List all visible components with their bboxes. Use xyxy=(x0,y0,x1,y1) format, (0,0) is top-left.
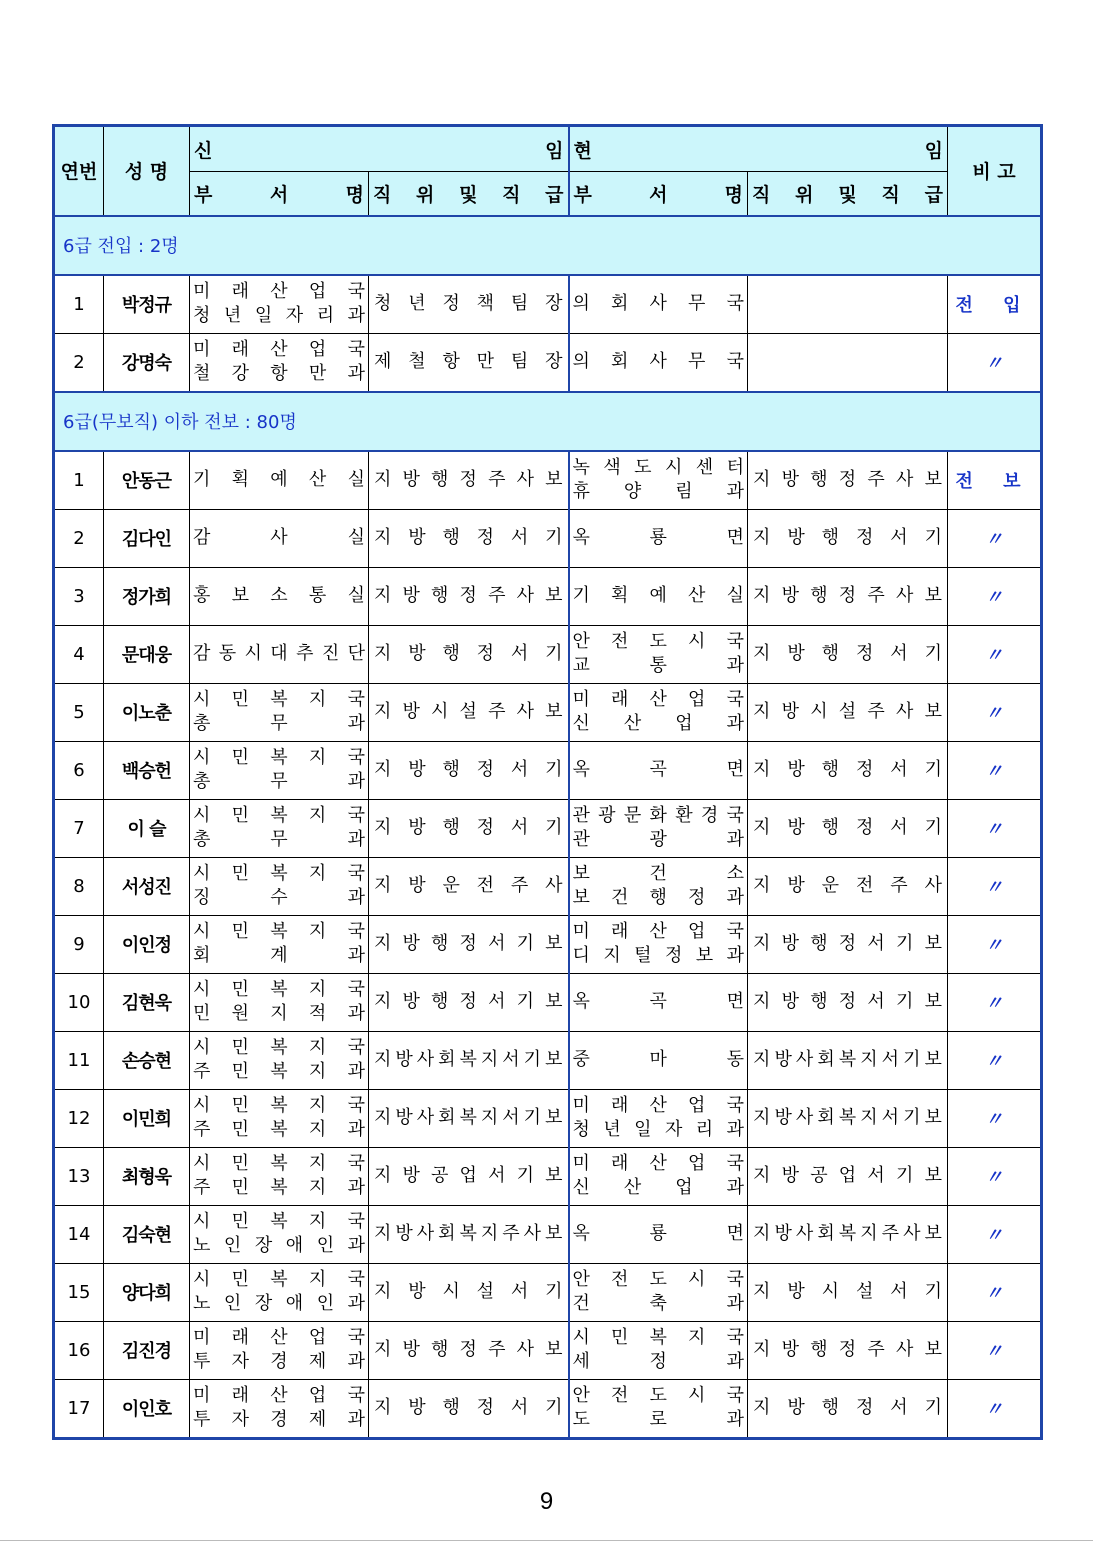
section-title: 6급 전입 : 2명 xyxy=(54,216,1042,275)
table-row xyxy=(54,275,1042,334)
cell-line: 신 산 업 과 xyxy=(572,1177,744,1198)
row-number: 12 xyxy=(54,1089,104,1147)
cell-line: 징 수 과 xyxy=(193,887,365,908)
new-rank-cell xyxy=(369,509,569,567)
row-number: 8 xyxy=(54,857,104,915)
new-dept-cell xyxy=(190,1089,369,1147)
new-rank-cell xyxy=(369,1321,569,1379)
new-rank-cell xyxy=(369,1031,569,1089)
cur-dept-cell xyxy=(569,741,748,799)
header-char: 서 xyxy=(649,183,668,206)
new-dept-cell xyxy=(190,1031,369,1089)
row-number: 9 xyxy=(54,915,104,973)
new-dept-cell xyxy=(190,1379,369,1438)
table-row xyxy=(54,1321,1042,1379)
new-rank-cell xyxy=(369,1205,569,1263)
cell-line: 지 방 행 정 서 기 xyxy=(374,527,563,548)
new-rank-cell xyxy=(369,451,569,510)
row-number: 3 xyxy=(54,567,104,625)
header-new-dept xyxy=(190,172,369,216)
cell-line: 미 래 산 업 국 xyxy=(572,1095,744,1116)
table-row xyxy=(54,857,1042,915)
cell-line: 옥 룡 면 xyxy=(572,1223,744,1244)
header-char: 서 xyxy=(269,183,289,206)
new-dept-cell xyxy=(190,799,369,857)
new-dept-cell xyxy=(190,973,369,1031)
person-name: 김다인 xyxy=(104,509,190,567)
header-char: 및 xyxy=(838,183,857,206)
remark-cell: 〃 xyxy=(948,1379,1042,1438)
new-rank-cell xyxy=(369,973,569,1031)
cell-line: 지 방 행 정 서 기 xyxy=(753,1397,942,1418)
new-dept-cell xyxy=(190,1147,369,1205)
cell-line: 디 지 털 정 보 과 xyxy=(572,945,744,966)
header-cur-rank xyxy=(748,172,948,216)
cell-line: 청 년 일 자 리 과 xyxy=(572,1119,744,1140)
personnel-table xyxy=(52,124,1043,1440)
table-row xyxy=(54,1263,1042,1321)
remark-cell: 〃 xyxy=(948,567,1042,625)
row-number: 7 xyxy=(54,799,104,857)
cell-line: 지 방 운 전 주 사 xyxy=(753,875,942,896)
person-name: 김진경 xyxy=(104,1321,190,1379)
cell-line: 관 광 문 화 환 경 국 xyxy=(572,805,744,826)
cur-dept-cell xyxy=(569,451,748,510)
remark-cell: 〃 xyxy=(948,1263,1042,1321)
cell-line: 시 민 복 지 국 xyxy=(193,1153,365,1174)
cell-line: 지 방 행 정 서 기 xyxy=(753,817,942,838)
new-rank-cell xyxy=(369,1089,569,1147)
cell-line: 미 래 산 업 국 xyxy=(193,339,365,360)
cur-dept-cell xyxy=(569,567,748,625)
cur-dept-cell xyxy=(569,1031,748,1089)
cur-rank-cell xyxy=(748,1147,948,1205)
table-row xyxy=(54,567,1042,625)
table-row xyxy=(54,683,1042,741)
header-char: 부 xyxy=(573,183,592,206)
cell-line: 휴 양 림 과 xyxy=(572,481,744,502)
row-number: 1 xyxy=(54,275,104,334)
cell-line: 지 방 사 회 복 지 서 기 보 xyxy=(753,1049,942,1070)
cell-line: 지 방 행 정 서 기 보 xyxy=(374,991,563,1012)
cur-rank-cell xyxy=(748,333,948,392)
page-number: 9 xyxy=(539,1488,554,1515)
cell-line: 녹 색 도 시 센 터 xyxy=(572,457,744,478)
cell-line: 안 전 도 시 국 xyxy=(572,1269,744,1290)
header-char: 부 xyxy=(194,183,213,206)
cell-line: 보 건 행 정 과 xyxy=(572,887,744,908)
header-current-post xyxy=(569,126,948,172)
cur-rank-cell xyxy=(748,799,948,857)
new-rank-cell xyxy=(369,1379,569,1438)
remark-cell: 〃 xyxy=(948,683,1042,741)
table-row xyxy=(54,509,1042,567)
remark-cell: 전 입 xyxy=(948,275,1042,334)
person-name: 백승헌 xyxy=(104,741,190,799)
cell-line: 지 방 사 회 복 지 주 사 보 xyxy=(753,1223,942,1244)
cell-line: 주 민 복 지 과 xyxy=(193,1061,365,1082)
cell-line: 옥 곡 면 xyxy=(572,759,744,780)
cell-line: 보 건 소 xyxy=(572,863,744,884)
footer-divider xyxy=(0,1540,1093,1541)
remark-cell: 〃 xyxy=(948,1031,1042,1089)
cell-line: 지 방 행 정 주 사 보 xyxy=(374,469,563,490)
person-name: 강명숙 xyxy=(104,333,190,392)
remark-cell: 전 보 xyxy=(948,451,1042,510)
cell-line: 도 로 과 xyxy=(572,1409,744,1430)
cell-line: 기 획 예 산 실 xyxy=(572,585,744,606)
cur-dept-cell xyxy=(569,333,748,392)
cur-dept-cell xyxy=(569,1147,748,1205)
cell-line: 미 래 산 업 국 xyxy=(572,689,744,710)
cell-line: 지 방 행 정 주 사 보 xyxy=(753,585,942,606)
cell-line: 지 방 시 설 주 사 보 xyxy=(753,701,942,722)
cell-line: 지 방 행 정 서 기 xyxy=(374,643,563,664)
cur-rank-cell xyxy=(748,1205,948,1263)
new-dept-cell xyxy=(190,1205,369,1263)
cell-line: 의 회 사 무 국 xyxy=(572,351,744,372)
person-name: 양다희 xyxy=(104,1263,190,1321)
cell-line: 주 민 복 지 과 xyxy=(193,1177,365,1198)
cell-line: 지 방 행 정 주 사 보 xyxy=(753,1339,942,1360)
cur-dept-cell xyxy=(569,799,748,857)
cell-line: 교 통 과 xyxy=(572,655,744,676)
cur-rank-cell xyxy=(748,857,948,915)
person-name: 이인정 xyxy=(104,915,190,973)
person-name: 이민희 xyxy=(104,1089,190,1147)
cell-line: 청 년 일 자 리 과 xyxy=(193,305,365,326)
cur-dept-cell xyxy=(569,1379,748,1438)
cell-line: 지 방 공 업 서 기 보 xyxy=(374,1165,563,1186)
cell-line: 세 정 과 xyxy=(572,1351,744,1372)
row-number: 16 xyxy=(54,1321,104,1379)
new-rank-cell xyxy=(369,333,569,392)
cell-line: 시 민 복 지 국 xyxy=(193,1095,365,1116)
cell-line: 기 획 예 산 실 xyxy=(193,469,365,490)
cell-line: 시 민 복 지 국 xyxy=(193,805,365,826)
cell-line: 지 방 공 업 서 기 보 xyxy=(753,1165,942,1186)
cur-dept-cell xyxy=(569,683,748,741)
remark-cell: 〃 xyxy=(948,1205,1042,1263)
cell-line: 지 방 운 전 주 사 xyxy=(374,875,563,896)
cur-rank-cell xyxy=(748,567,948,625)
row-number: 15 xyxy=(54,1263,104,1321)
new-dept-cell xyxy=(190,625,369,683)
new-rank-cell xyxy=(369,741,569,799)
remark-cell: 〃 xyxy=(948,333,1042,392)
header-char: 직 xyxy=(373,183,392,206)
cell-line: 지 방 행 정 주 사 보 xyxy=(374,585,563,606)
cur-rank-cell xyxy=(748,625,948,683)
cell-line: 미 래 산 업 국 xyxy=(193,281,365,302)
table-row xyxy=(54,1205,1042,1263)
new-dept-cell xyxy=(190,567,369,625)
cell-line: 신 산 업 과 xyxy=(572,713,744,734)
person-name: 이노춘 xyxy=(104,683,190,741)
cell-line: 관 광 과 xyxy=(572,829,744,850)
remark-cell: 〃 xyxy=(948,915,1042,973)
cell-line: 지 방 사 회 복 지 주 사 보 xyxy=(374,1223,563,1244)
new-rank-cell xyxy=(369,275,569,334)
cell-line: 시 민 복 지 국 xyxy=(193,747,365,768)
person-name: 박정규 xyxy=(104,275,190,334)
table-row xyxy=(54,1089,1042,1147)
cell-line: 철 강 항 만 과 xyxy=(193,363,365,384)
new-rank-cell xyxy=(369,915,569,973)
header-current-post-a: 현 xyxy=(573,139,592,162)
new-dept-cell xyxy=(190,683,369,741)
remark-cell: 〃 xyxy=(948,799,1042,857)
table-row xyxy=(54,1031,1042,1089)
cell-line: 민 원 지 적 과 xyxy=(193,1003,365,1024)
cell-line: 시 민 복 지 국 xyxy=(193,1211,365,1232)
header-remark: 비 고 xyxy=(948,126,1042,216)
cell-line: 미 래 산 업 국 xyxy=(193,1385,365,1406)
row-number: 1 xyxy=(54,451,104,510)
person-name: 손승현 xyxy=(104,1031,190,1089)
new-dept-cell xyxy=(190,451,369,510)
cell-line: 청 년 정 책 팀 장 xyxy=(374,293,563,314)
cell-line: 지 방 행 정 서 기 xyxy=(753,759,942,780)
row-number: 11 xyxy=(54,1031,104,1089)
cur-rank-cell xyxy=(748,1321,948,1379)
cell-line: 건 축 과 xyxy=(572,1293,744,1314)
remark-cell: 〃 xyxy=(948,509,1042,567)
new-dept-cell xyxy=(190,1263,369,1321)
row-number: 5 xyxy=(54,683,104,741)
person-name: 김숙현 xyxy=(104,1205,190,1263)
cell-line: 안 전 도 시 국 xyxy=(572,1385,744,1406)
row-number: 10 xyxy=(54,973,104,1031)
new-dept-cell xyxy=(190,915,369,973)
cell-line: 지 방 행 정 주 사 보 xyxy=(374,1339,563,1360)
cur-rank-cell xyxy=(748,683,948,741)
new-rank-cell xyxy=(369,1147,569,1205)
cur-rank-cell xyxy=(748,741,948,799)
cur-rank-cell xyxy=(748,1089,948,1147)
header-char: 위 xyxy=(795,183,814,206)
cur-dept-cell xyxy=(569,275,748,334)
cell-line: 노 인 장 애 인 과 xyxy=(193,1293,365,1314)
cell-line: 지 방 시 설 서 기 xyxy=(753,1281,942,1302)
cur-dept-cell xyxy=(569,1263,748,1321)
person-name: 이인호 xyxy=(104,1379,190,1438)
person-name: 안동근 xyxy=(104,451,190,510)
table-row xyxy=(54,741,1042,799)
header-new-post-b: 임 xyxy=(545,139,564,162)
header-char: 명 xyxy=(724,183,743,206)
table-row xyxy=(54,1147,1042,1205)
cur-dept-cell xyxy=(569,1089,748,1147)
header-new-post-a: 신 xyxy=(194,139,213,162)
cell-line: 미 래 산 업 국 xyxy=(572,1153,744,1174)
new-rank-cell xyxy=(369,683,569,741)
new-dept-cell xyxy=(190,509,369,567)
cell-line: 지 방 사 회 복 지 서 기 보 xyxy=(374,1107,563,1128)
row-number: 17 xyxy=(54,1379,104,1438)
row-number: 2 xyxy=(54,509,104,567)
cell-line: 미 래 산 업 국 xyxy=(193,1327,365,1348)
header-char: 위 xyxy=(416,183,435,206)
table-row xyxy=(54,799,1042,857)
new-rank-cell xyxy=(369,799,569,857)
remark-cell: 〃 xyxy=(948,1147,1042,1205)
cur-dept-cell xyxy=(569,1205,748,1263)
cell-line: 옥 곡 면 xyxy=(572,991,744,1012)
row-number: 6 xyxy=(54,741,104,799)
cell-line: 총 무 과 xyxy=(193,713,365,734)
header-new-rank xyxy=(369,172,569,216)
cur-rank-cell xyxy=(748,275,948,334)
new-rank-cell xyxy=(369,625,569,683)
new-dept-cell xyxy=(190,333,369,392)
person-name: 문대웅 xyxy=(104,625,190,683)
remark-cell: 〃 xyxy=(948,741,1042,799)
header-char: 급 xyxy=(545,183,564,206)
cell-line: 주 민 복 지 과 xyxy=(193,1119,365,1140)
cur-dept-cell xyxy=(569,915,748,973)
cell-line: 지 방 시 설 주 사 보 xyxy=(374,701,563,722)
row-number: 13 xyxy=(54,1147,104,1205)
cell-line: 총 무 과 xyxy=(193,829,365,850)
remark-cell: 〃 xyxy=(948,625,1042,683)
cell-line: 안 전 도 시 국 xyxy=(572,631,744,652)
table-row xyxy=(54,625,1042,683)
table-row xyxy=(54,1379,1042,1438)
header-current-post-b: 임 xyxy=(924,139,943,162)
header-char: 직 xyxy=(881,183,900,206)
section-title: 6급(무보직) 이하 전보 : 80명 xyxy=(54,392,1042,451)
cur-rank-cell xyxy=(748,973,948,1031)
row-number: 14 xyxy=(54,1205,104,1263)
remark-cell: 〃 xyxy=(948,857,1042,915)
cell-line: 지 방 행 정 서 기 xyxy=(374,759,563,780)
header-new-post xyxy=(190,126,569,172)
new-dept-cell xyxy=(190,741,369,799)
row-number: 2 xyxy=(54,333,104,392)
person-name: 김현욱 xyxy=(104,973,190,1031)
row-number: 4 xyxy=(54,625,104,683)
table-row xyxy=(54,451,1042,510)
header-char: 직 xyxy=(502,183,521,206)
cur-rank-cell xyxy=(748,509,948,567)
cell-line: 지 방 행 정 주 사 보 xyxy=(753,469,942,490)
cell-line: 회 계 과 xyxy=(193,945,365,966)
cur-dept-cell xyxy=(569,509,748,567)
table-row xyxy=(54,973,1042,1031)
new-rank-cell xyxy=(369,1263,569,1321)
remark-cell: 〃 xyxy=(948,1321,1042,1379)
cell-line: 시 민 복 지 국 xyxy=(193,689,365,710)
cur-rank-cell xyxy=(748,915,948,973)
person-name: 이 슬 xyxy=(104,799,190,857)
header-cur-dept xyxy=(569,172,748,216)
header-char: 및 xyxy=(459,183,478,206)
new-dept-cell xyxy=(190,1321,369,1379)
cell-line: 지 방 행 정 서 기 xyxy=(753,527,942,548)
new-rank-cell xyxy=(369,857,569,915)
cur-rank-cell xyxy=(748,1031,948,1089)
cell-line: 투 자 경 제 과 xyxy=(193,1351,365,1372)
person-name: 정가희 xyxy=(104,567,190,625)
cell-line: 감 동 시 대 추 진 단 xyxy=(193,643,365,664)
remark-cell: 〃 xyxy=(948,973,1042,1031)
cell-line: 지 방 사 회 복 지 서 기 보 xyxy=(753,1107,942,1128)
person-name: 최형욱 xyxy=(104,1147,190,1205)
cell-line: 시 민 복 지 국 xyxy=(572,1327,744,1348)
cell-line: 지 방 행 정 서 기 xyxy=(374,817,563,838)
new-rank-cell xyxy=(369,567,569,625)
cur-dept-cell xyxy=(569,1321,748,1379)
cell-line: 의 회 사 무 국 xyxy=(572,293,744,314)
cell-line: 시 민 복 지 국 xyxy=(193,1269,365,1290)
cell-line: 중 마 동 xyxy=(572,1049,744,1070)
cell-line: 제 철 항 만 팀 장 xyxy=(374,351,563,372)
cell-line: 미 래 산 업 국 xyxy=(572,921,744,942)
cell-line: 지 방 행 정 서 기 xyxy=(753,643,942,664)
cur-rank-cell xyxy=(748,1379,948,1438)
header-char: 직 xyxy=(752,183,771,206)
cur-rank-cell xyxy=(748,1263,948,1321)
cell-line: 지 방 행 정 서 기 보 xyxy=(753,991,942,1012)
cur-dept-cell xyxy=(569,625,748,683)
cur-dept-cell xyxy=(569,857,748,915)
cell-line: 노 인 장 애 인 과 xyxy=(193,1235,365,1256)
new-dept-cell xyxy=(190,275,369,334)
section-header xyxy=(54,216,1042,275)
cell-line: 감 사 실 xyxy=(193,527,365,548)
cell-line: 시 민 복 지 국 xyxy=(193,979,365,1000)
header-char: 급 xyxy=(924,183,943,206)
cell-line: 지 방 시 설 서 기 xyxy=(374,1281,563,1302)
remark-cell: 〃 xyxy=(948,1089,1042,1147)
cell-line: 홍 보 소 통 실 xyxy=(193,585,365,606)
cell-line: 시 민 복 지 국 xyxy=(193,921,365,942)
cell-line: 옥 룡 면 xyxy=(572,527,744,548)
section-header xyxy=(54,392,1042,451)
cell-line: 투 자 경 제 과 xyxy=(193,1409,365,1430)
cell-line: 시 민 복 지 국 xyxy=(193,863,365,884)
cell-line: 시 민 복 지 국 xyxy=(193,1037,365,1058)
table-row xyxy=(54,915,1042,973)
cell-line: 지 방 사 회 복 지 서 기 보 xyxy=(374,1049,563,1070)
table-row xyxy=(54,333,1042,392)
cell-line: 지 방 행 정 서 기 보 xyxy=(374,933,563,954)
header-no: 연번 xyxy=(54,126,104,216)
new-dept-cell xyxy=(190,857,369,915)
header-name: 성 명 xyxy=(104,126,190,216)
header-char: 명 xyxy=(345,183,364,206)
cell-line: 총 무 과 xyxy=(193,771,365,792)
cur-rank-cell xyxy=(748,451,948,510)
cell-line: 지 방 행 정 서 기 xyxy=(374,1397,563,1418)
cur-dept-cell xyxy=(569,973,748,1031)
cell-line: 지 방 행 정 서 기 보 xyxy=(753,933,942,954)
person-name: 서성진 xyxy=(104,857,190,915)
